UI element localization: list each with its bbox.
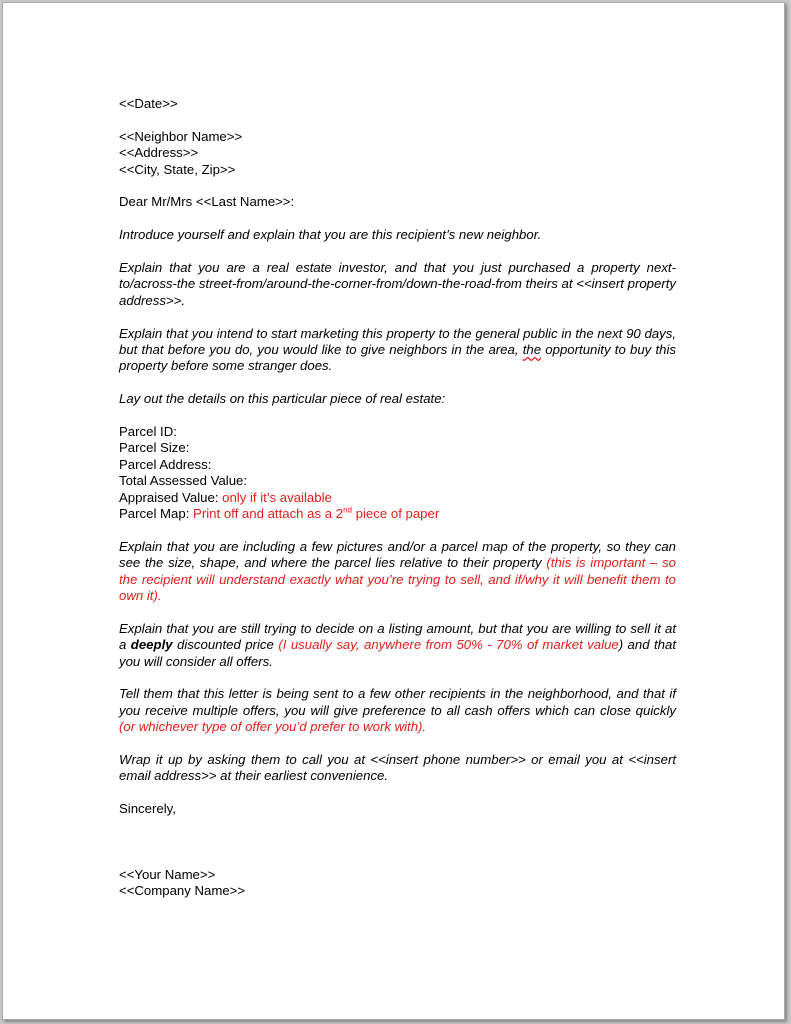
signature-company: <<Company Name>>: [119, 883, 246, 899]
recipient-address: <<Address>>: [119, 145, 199, 161]
others-text: Tell them that this letter is being sent to a few other recipients in the neighborhood, and that if you receive multiple offers, you will give preference to all cash offers which can close quickly: [119, 686, 676, 718]
paragraph-wrap-up: Wrap it up by asking them to call you at <<insert phone number>> or email you at <<insert email address>> at their earliest convenience.: [119, 752, 676, 784]
letter-body: [119, 96, 676, 900]
paragraph-pictures: [119, 539, 676, 605]
closing: Sincerely,: [119, 801, 176, 817]
date-line: <<Date>>: [119, 96, 178, 111]
total-assessed-value: Total Assessed Value:: [119, 473, 248, 489]
pictures-note: (this is important – so the recipient will understand exactly what you’re trying to sell, and if/why it will benefit them to own it).: [119, 555, 677, 604]
price-text-c: ) and that you will consider all offers.: [119, 637, 677, 669]
appraised-label: Appraised Value:: [119, 489, 219, 505]
paragraph-others: [119, 686, 676, 735]
map-note-superscript: nd: [343, 505, 352, 515]
recipient-city: <<City, State, Zip>>: [119, 161, 236, 177]
price-text-a: Explain that you are still trying to decide on a listing amount, but that you are willing to sell it at a: [119, 620, 676, 653]
map-note-text-end: piece of paper: [352, 506, 440, 522]
parcel-size: Parcel Size:: [119, 440, 190, 456]
document-page: [2, 2, 785, 1020]
price-emphasis: deeply: [130, 637, 173, 653]
salutation: Dear Mr/Mrs <<Last Name>>:: [119, 194, 295, 210]
appraised-note: only if it’s available: [222, 489, 332, 505]
pictures-text: Explain that you are including a few pictures and/or a parcel map of the property, so they can see the size, shape, and where the parcel lies relative to their property: [119, 538, 676, 571]
parcel-address: Parcel Address:: [119, 456, 212, 472]
recipient-name: <<Neighbor Name>>: [119, 128, 243, 144]
paragraph-marketing: [119, 326, 676, 375]
paragraph-investor: Explain that you are a real estate investor, and that you just purchased a property next-to/across-the street-from/around-the-corner-from/down-the-road-from theirs at <<insert property address>>.: [119, 260, 676, 308]
marketing-text-b: opportunity to buy this property before some stranger does.: [119, 342, 677, 374]
paragraph-price: [119, 621, 676, 670]
price-note: (I usually say, anywhere from 50% - 70% of market value: [278, 637, 619, 653]
others-note: (or whichever type of offer you’d prefer to work with).: [119, 719, 427, 735]
parcel-map: [119, 506, 676, 522]
spellcheck-word: the: [522, 342, 542, 358]
price-text-b: discounted price: [172, 637, 279, 653]
map-note: [193, 506, 439, 521]
signature-name: <<Your Name>>: [119, 866, 216, 882]
marketing-text-a: Explain that you intend to start marketing this property to the general public in the next 90 days, but that before you do, you would like to give neighbors in the area,: [119, 325, 676, 358]
paragraph-details: Lay out the details on this particular piece of real estate:: [119, 391, 446, 407]
parcel-id: Parcel ID:: [119, 424, 177, 440]
map-label: Parcel Map:: [119, 506, 190, 522]
map-note-text: Print off and attach as a 2: [193, 506, 344, 522]
paragraph-intro: Introduce yourself and explain that you are this recipient’s new neighbor.: [119, 227, 542, 243]
appraised-value: [119, 490, 676, 506]
